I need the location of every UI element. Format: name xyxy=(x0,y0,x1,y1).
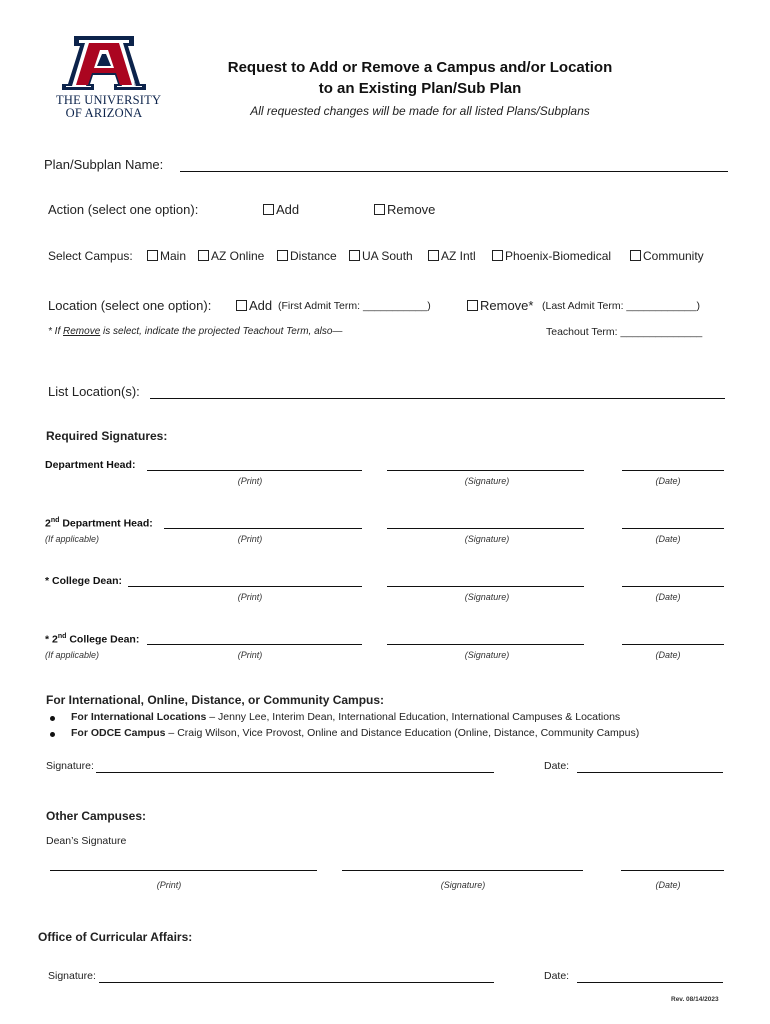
international-item-2 xyxy=(71,727,639,739)
second-college-dean-print-line[interactable] xyxy=(147,644,362,645)
action-add-label: Add xyxy=(276,202,300,217)
campus-option-az-intl[interactable] xyxy=(428,249,476,263)
checkbox-icon[interactable] xyxy=(630,250,641,261)
superscript: nd xyxy=(57,633,67,640)
second-college-dean-label xyxy=(45,633,139,646)
date-caption: (Date) xyxy=(655,880,681,890)
other-date-line[interactable] xyxy=(621,870,724,871)
checkbox-icon[interactable] xyxy=(349,250,360,261)
office-heading: Office of Curricular Affairs: xyxy=(38,930,193,944)
department-head-date-line[interactable] xyxy=(622,470,724,471)
page-title-line1: Request to Add or Remove a Campus and/or Location xyxy=(227,59,613,76)
signature-caption: (Signature) xyxy=(464,476,510,486)
print-caption: (Print) xyxy=(237,534,263,544)
required-signatures-heading: Required Signatures: xyxy=(46,429,168,443)
checkbox-icon[interactable] xyxy=(428,250,439,261)
print-caption: (Print) xyxy=(237,650,263,660)
second-department-head-signature-line[interactable] xyxy=(387,528,584,529)
label-part: 2 xyxy=(45,517,51,530)
campus-option-label: AZ Intl xyxy=(441,249,476,263)
second-department-head-date-line[interactable] xyxy=(622,528,724,529)
label-part: College Dean: xyxy=(66,633,140,646)
international-heading: For International, Online, Distance, or Community Campus: xyxy=(46,693,385,707)
signature-caption: (Signature) xyxy=(464,650,510,660)
page-subtitle: All requested changes will be made for all listed Plans/Subplans xyxy=(250,104,590,118)
date-caption: (Date) xyxy=(655,650,681,660)
label-part: * 2 xyxy=(45,633,58,646)
action-label: Action (select one option): xyxy=(48,202,199,217)
revision-date: Rev. 08/14/2023 xyxy=(671,996,719,1003)
international-item-1 xyxy=(71,711,620,723)
bullet-icon xyxy=(50,716,55,721)
location-remove-label: Remove* xyxy=(480,298,534,313)
campus-option-label: Community xyxy=(643,249,704,263)
first-admit-term[interactable]: (First Admit Term: ___________) xyxy=(278,300,431,312)
college-dean-date-line[interactable] xyxy=(622,586,724,587)
campus-option-main[interactable] xyxy=(147,249,186,263)
checkbox-icon[interactable] xyxy=(492,250,503,261)
office-signature-line[interactable] xyxy=(99,982,494,983)
international-date-line[interactable] xyxy=(577,772,723,773)
item-bold: For ODCE Campus xyxy=(71,727,166,739)
location-add-option[interactable] xyxy=(236,298,272,313)
teachout-term[interactable]: Teachout Term: ______________ xyxy=(546,326,703,338)
international-date-label: Date: xyxy=(544,760,570,772)
location-remove-option[interactable] xyxy=(467,298,533,313)
campus-option-phoenix-biomedical[interactable] xyxy=(492,249,611,263)
college-dean-signature-line[interactable] xyxy=(387,586,584,587)
international-signature-label: Signature: xyxy=(46,760,94,772)
print-caption: (Print) xyxy=(237,592,263,602)
list-locations-field[interactable] xyxy=(150,398,725,399)
print-caption: (Print) xyxy=(237,476,263,486)
remove-note xyxy=(48,326,342,337)
second-college-dean-signature-line[interactable] xyxy=(387,644,584,645)
location-add-checkbox[interactable] xyxy=(236,300,247,311)
campus-option-label: UA South xyxy=(362,249,413,263)
superscript: nd xyxy=(50,517,60,524)
campus-option-label: Distance xyxy=(290,249,337,263)
signature-caption: (Signature) xyxy=(440,880,486,890)
department-head-print-line[interactable] xyxy=(147,470,362,471)
date-caption: (Date) xyxy=(655,534,681,544)
other-print-line[interactable] xyxy=(50,870,317,871)
checkbox-icon[interactable] xyxy=(147,250,158,261)
other-signature-line[interactable] xyxy=(342,870,583,871)
item-text: – Craig Wilson, Vice Provost, Online and Distance Education (Online, Distance, Community Campus) xyxy=(165,727,640,739)
item-bold: For International Locations xyxy=(71,711,207,723)
campus-option-label: Main xyxy=(160,249,187,263)
university-logo xyxy=(56,34,162,122)
page-title-line2: to an Existing Plan/Sub Plan xyxy=(318,80,522,97)
department-head-label: Department Head: xyxy=(45,459,136,471)
second-department-head-label xyxy=(45,517,153,530)
date-caption: (Date) xyxy=(655,476,681,486)
action-add-option[interactable] xyxy=(263,202,299,217)
university-name-line1: THE UNIVERSITY xyxy=(56,93,162,107)
checkbox-icon[interactable] xyxy=(198,250,209,261)
office-date-line[interactable] xyxy=(577,982,723,983)
registered-mark-icon: ® xyxy=(134,82,139,88)
campus-label: Select Campus: xyxy=(48,249,133,263)
campus-option-distance[interactable] xyxy=(277,249,337,263)
college-dean-print-line[interactable] xyxy=(128,586,362,587)
college-dean-label: * College Dean: xyxy=(45,575,123,587)
second-department-head-print-line[interactable] xyxy=(164,528,362,529)
department-head-signature-line[interactable] xyxy=(387,470,584,471)
list-locations-label: List Location(s): xyxy=(48,384,140,399)
campus-option-community[interactable] xyxy=(630,249,704,263)
campus-option-label: Phoenix-Biomedical xyxy=(505,249,612,263)
signature-caption: (Signature) xyxy=(464,534,510,544)
other-campuses-heading: Other Campuses: xyxy=(46,809,147,823)
last-admit-term[interactable]: (Last Admit Term: ____________) xyxy=(542,300,700,312)
if-applicable-note: (If applicable) xyxy=(45,534,100,544)
international-signature-line[interactable] xyxy=(96,772,494,773)
office-date-label: Date: xyxy=(544,970,570,982)
date-caption: (Date) xyxy=(655,592,681,602)
if-applicable-note: (If applicable) xyxy=(45,650,100,660)
second-college-dean-date-line[interactable] xyxy=(622,644,724,645)
item-text: – Jenny Lee, Interim Dean, International Education, International Campuses & Locations xyxy=(206,711,621,723)
note-suffix: is select, indicate the projected Teachout Term, also— xyxy=(100,326,343,337)
action-remove-label: Remove xyxy=(387,202,436,217)
university-name-line2: OF ARIZONA xyxy=(65,106,143,120)
campus-option-label: AZ Online xyxy=(211,249,265,263)
note-remove-word: Remove xyxy=(63,326,101,337)
location-remove-checkbox[interactable] xyxy=(467,300,478,311)
print-caption: (Print) xyxy=(156,880,182,890)
deans-signature-label: Dean’s Signature xyxy=(46,835,127,847)
campus-option-ua-south[interactable] xyxy=(349,249,413,263)
location-label: Location (select one option): xyxy=(48,298,212,313)
note-prefix: * If xyxy=(48,326,64,337)
action-remove-checkbox[interactable] xyxy=(374,204,385,215)
location-add-label: Add xyxy=(249,298,273,313)
plan-name-label: Plan/Subplan Name: xyxy=(44,157,164,172)
bullet-icon xyxy=(50,732,55,737)
campus-option-az-online[interactable] xyxy=(198,249,264,263)
checkbox-icon[interactable] xyxy=(277,250,288,261)
action-remove-option[interactable] xyxy=(374,202,435,217)
action-add-checkbox[interactable] xyxy=(263,204,274,215)
plan-name-field[interactable] xyxy=(180,171,728,172)
label-part: Department Head: xyxy=(59,517,153,530)
office-signature-label: Signature: xyxy=(48,970,96,982)
signature-caption: (Signature) xyxy=(464,592,510,602)
